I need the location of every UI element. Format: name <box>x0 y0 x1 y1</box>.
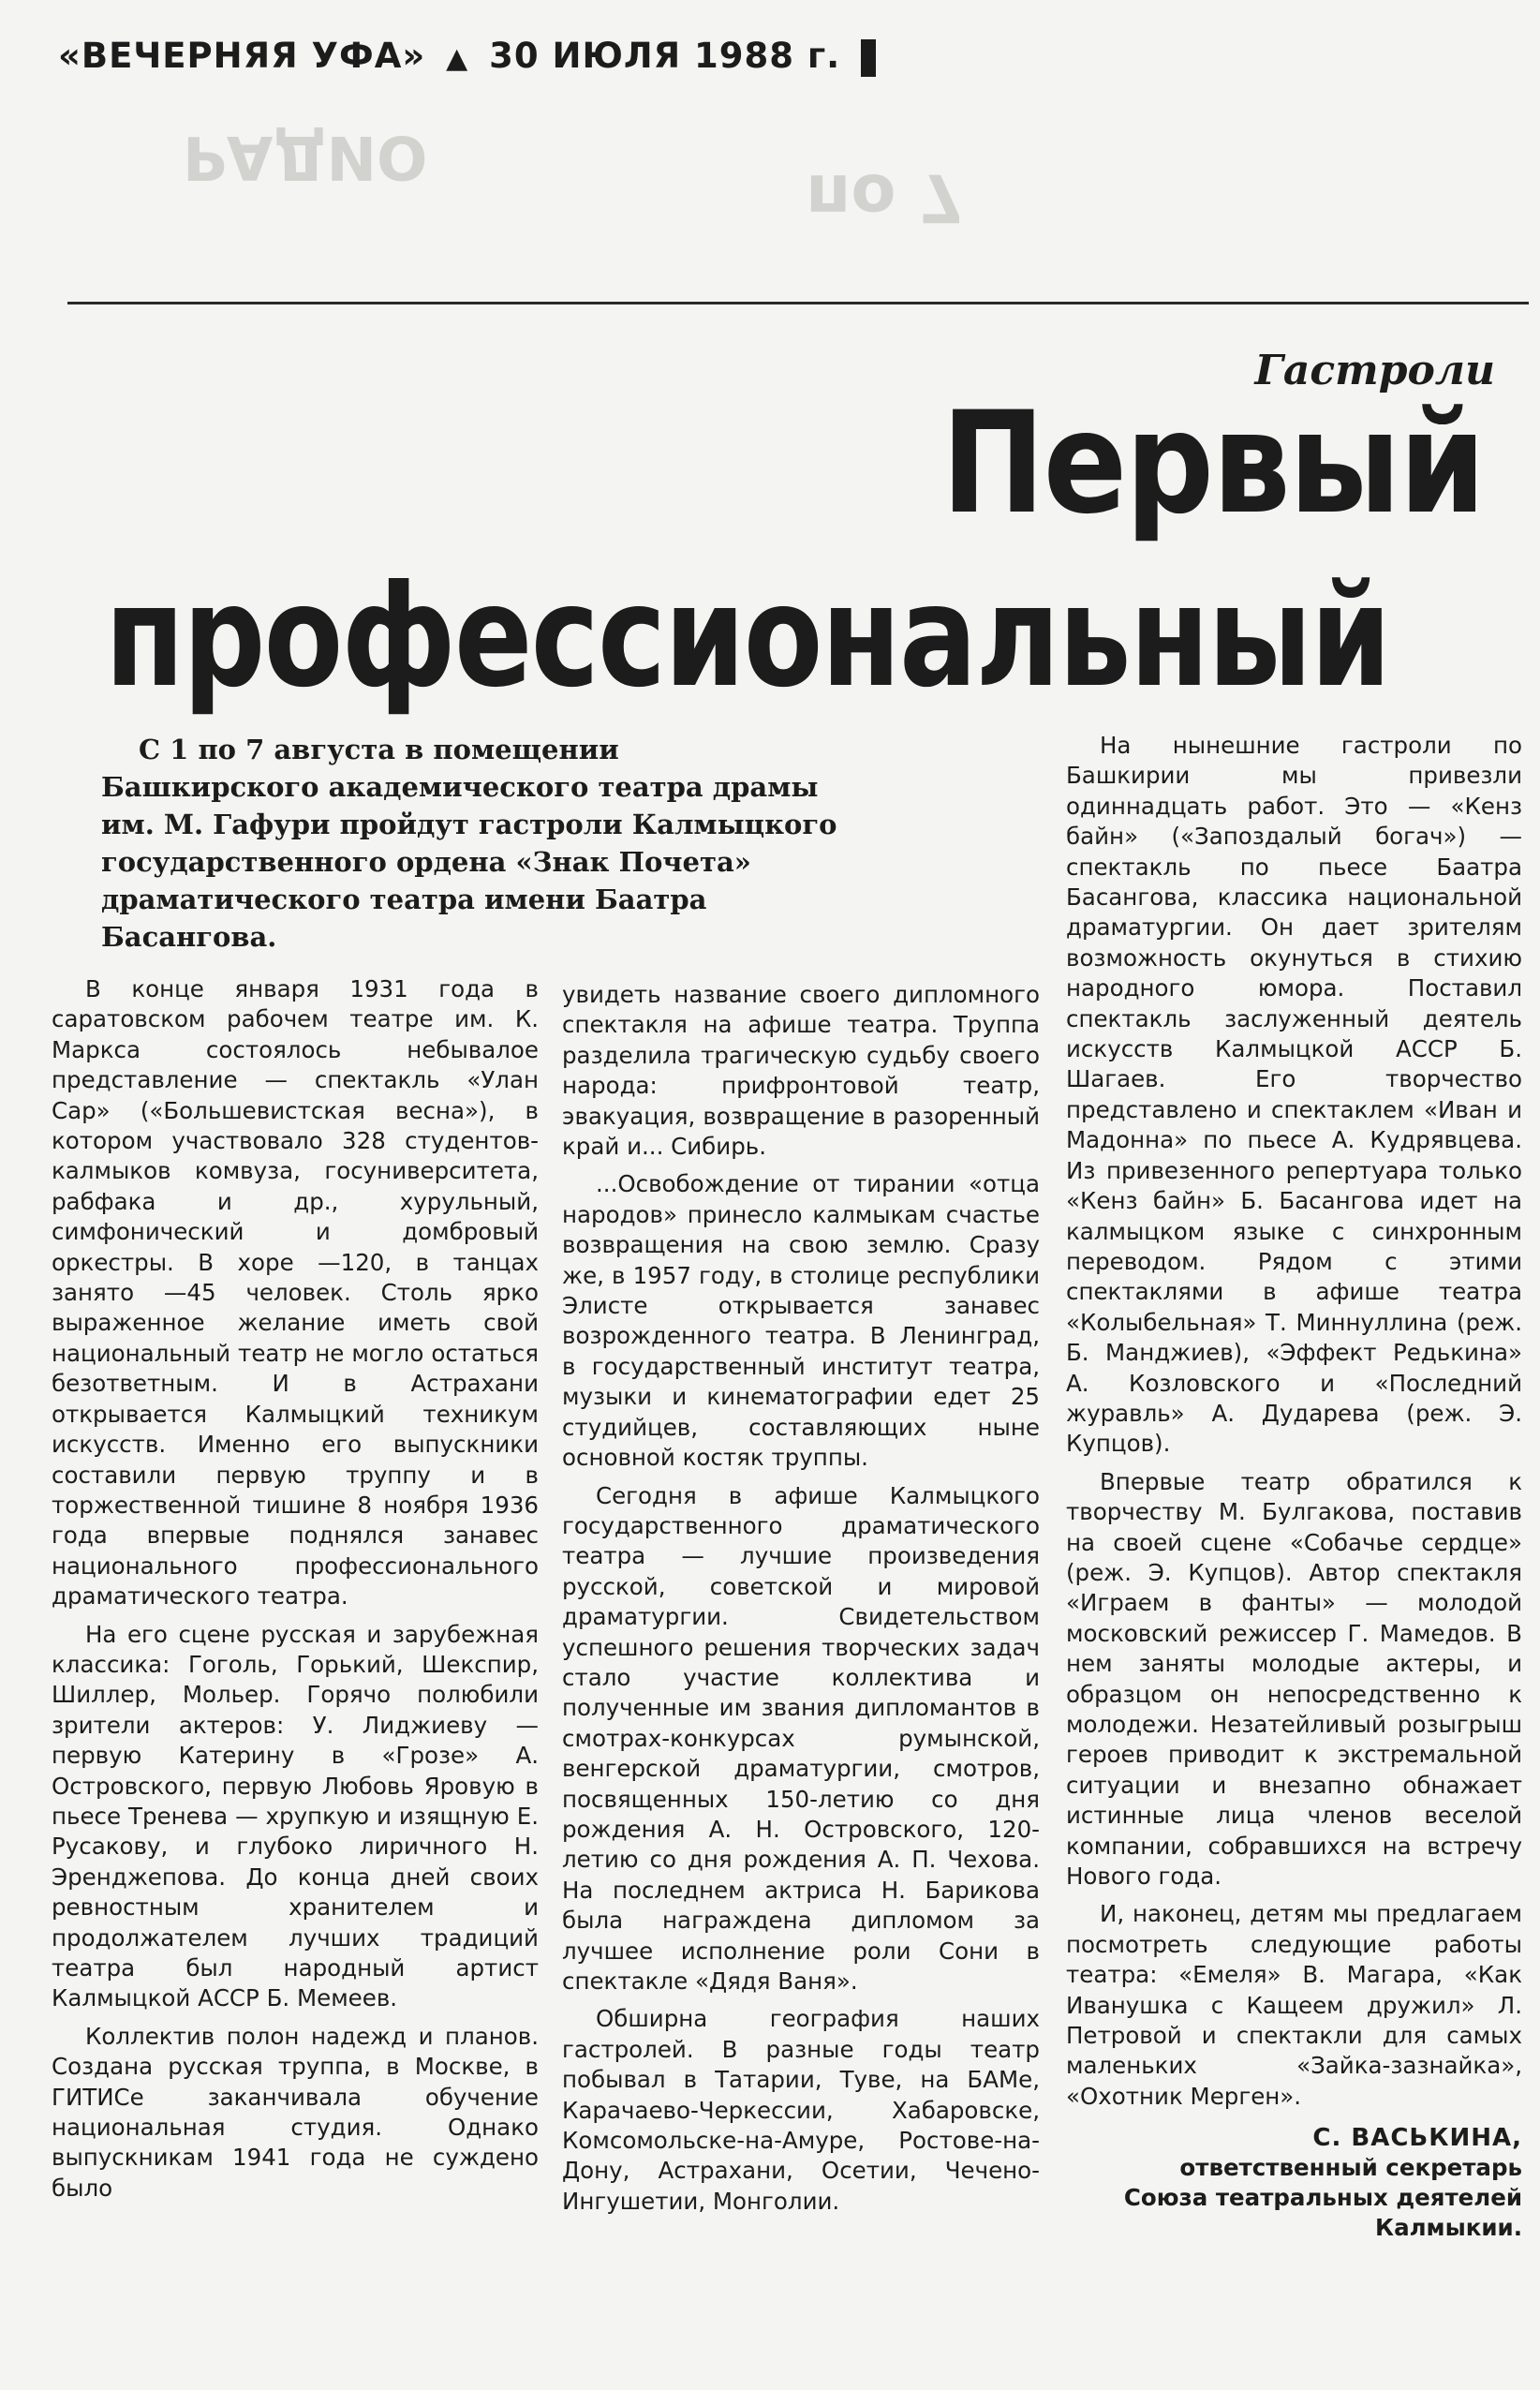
paragraph: На его сцене русская и зарубежная классика: Гоголь, Горький, Шекспир, Шиллер, Мольер. Горячо полюбили зрители актеров: У. Лиджиеву — первую Катерину в «Грозе» А. Островского, первую Любовь Яровую в пьесе Тренева — хрупкую и изящную Е. Русакову, и глубоко лиричного Н. Эренджепова. До конца дней своих ревностным хранителем и продолжателем лучших традиций театра был народный артист Калмыцкой АССР Б. Мемеев. <box>52 1620 539 2012</box>
article-column-3 <box>1066 731 1522 2380</box>
triangle-separator-icon: ▲ <box>446 42 469 75</box>
author-title: ответственный секретарь <box>1179 2154 1522 2182</box>
headline-line-2: профессиональный <box>105 556 1390 719</box>
author-name: С. ВАСЬКИНА, <box>1312 2124 1522 2153</box>
author-organization: Союза театральных деятелей Калмыкии. <box>1123 2184 1522 2242</box>
paragraph: увидеть название своего дипломного спектакля на афише театра. Труппа разделила трагическую судьбу своего народа: прифронтовой театр, эвакуация, возвращение в разоренный край и... Сибирь. <box>562 981 1040 1161</box>
article-column-1 <box>52 974 539 2380</box>
black-block-mark <box>861 39 876 77</box>
ghost-radio-heading: РАДИО <box>183 122 428 191</box>
paragraph: В конце января 1931 года в саратовском рабочем театре им. К. Маркса состоялось небывалое представление — спектакль «Улан Сар» («Большевистская весна»), в котором участвовало 328 студентов-калмыков комвуза, госуниверситета, рабфака и др., хурульный, симфонический и домбровый оркестры. В хоре —120, в танцах занято —45 человек. Столь ярко выраженное желание иметь свой национальный театр не могло остаться безответным. И в Астрахани открывается Калмыцкий техникум искусств. Именно его выпускники составили первую труппу и в торжественной тишине 8 ноября 1936 года впервые поднялся занавес национального профессионального драматического театра. <box>52 975 539 1611</box>
article-column-2 <box>562 980 1040 2380</box>
issue-date: 30 ИЮЛЯ 1988 г. <box>489 36 841 76</box>
ghost-page-mark: по 7 <box>806 159 965 236</box>
paragraph: Впервые театр обратился к творчеству М. Булгакова, поставив на своей сцене «Собачье сердце» (реж. Э. Купцов). Автор спектакля «Играем в фанты» — молодой московский режиссер Г. Мамедов. В нем заняты молодые актеры, и образцом он непосредственно к молодежи. Незатейливый розыгрыш героев приводит к экстремальной ситуации и внезапно обнажает истинные лица членов веселой компании, собравшихся на встречу Нового года. <box>1066 1467 1522 1891</box>
paragraph: ...Освобождение от тирании «отца народов» принесло калмыкам счастье возвращения на свою землю. Сразу же, в 1957 году, в столице республики Элисте открывается занавес возрожденного театра. В Ленинград, в государственный институт театра, музыки и кинематографии едет 25 студийцев, составляющих ныне основной костяк труппы. <box>562 1170 1040 1472</box>
paragraph: Сегодня в афише Калмыцкого государственного драматического театра — лучшие произведения русской, советской и мировой драматургии. Свидетельством успешного решения творческих задач стало участие коллектива и полученные им звания дипломантов в смотрах-конкурсах румынской, венгерской драматургии, смотров, посвященных 150-летию со дня рождения А. Н. Островского, 120-летию со дня рождения А. П. Чехова. На последнем актриса Н. Барикова была награждена дипломом за лучшее исполнение роли Сони в спектакле «Дядя Ваня». <box>562 1481 1040 1995</box>
paragraph: Обширна география наших гастролей. В разные годы театр побывал в Татарии, Туве, на БАМе, Карачаево-Черкессии, Хабаровске, Комсомольске-на-Амуре, Ростове-на-Дону, Астрахани, Осетии, Чечено-Ингушетии, Монголии. <box>562 2005 1040 2215</box>
newspaper-name: «ВЕЧЕРНЯЯ УФА» <box>58 36 426 76</box>
header-rule <box>67 302 1529 304</box>
paragraph: Коллектив полон надежд и планов. Создана русская труппа, в Москве, в ГИТИСе заканчивала обучение национальная студия. Однако выпускникам 1941 года не суждено было <box>52 2022 539 2202</box>
newspaper-masthead <box>58 36 876 77</box>
article-lead: С 1 по 7 августа в помещении Башкирского академического театра драмы им. М. Гафури пройдут гастроли Калмыцкого государственного ордена «Знак Почета» драматического театра имени Баатра Басангова. <box>101 734 837 953</box>
paragraph: И, наконец, детям мы предлагаем посмотреть следующие работы театра: «Емеля» В. Магара, «Как Иванушка с Кащеем дружил» Л. Петровой и спектакли для самых маленьких «Зайка-зазнайка», «Охотник Мерген». <box>1066 1900 1522 2110</box>
section-rubric: Гастроли <box>1254 347 1495 394</box>
paragraph: На нынешние гастроли по Башкирии мы привезли одиннадцать работ. Это — «Кенз байн» («Запоздалый богач») — спектакль по пьесе Баатра Басангова, классика национальной драматургии. Он дает зрителям возможность окунуться в стихию народного юмора. Поставил спектакль заслуженный деятель искусств Калмыцкой АССР Б. Шагаев. Его творчество представлено и спектаклем «Иван и Мадонна» по пьесе А. Кудрявцева. Из привезенного репертуара только «Кенз байн» Б. Басангова идет на калмыцком языке с синхронным переводом. Рядом с этими спектаклями в афише театра «Колыбельная» Т. Миннуллина (реж. Б. Манджиев), «Эффект Редькина» А. Козловского и «Последний журавль» А. Дударева (реж. Э. Купцов). <box>1066 732 1522 1458</box>
author-signature <box>1066 2123 1522 2243</box>
headline-line-1: Первый <box>940 382 1484 545</box>
